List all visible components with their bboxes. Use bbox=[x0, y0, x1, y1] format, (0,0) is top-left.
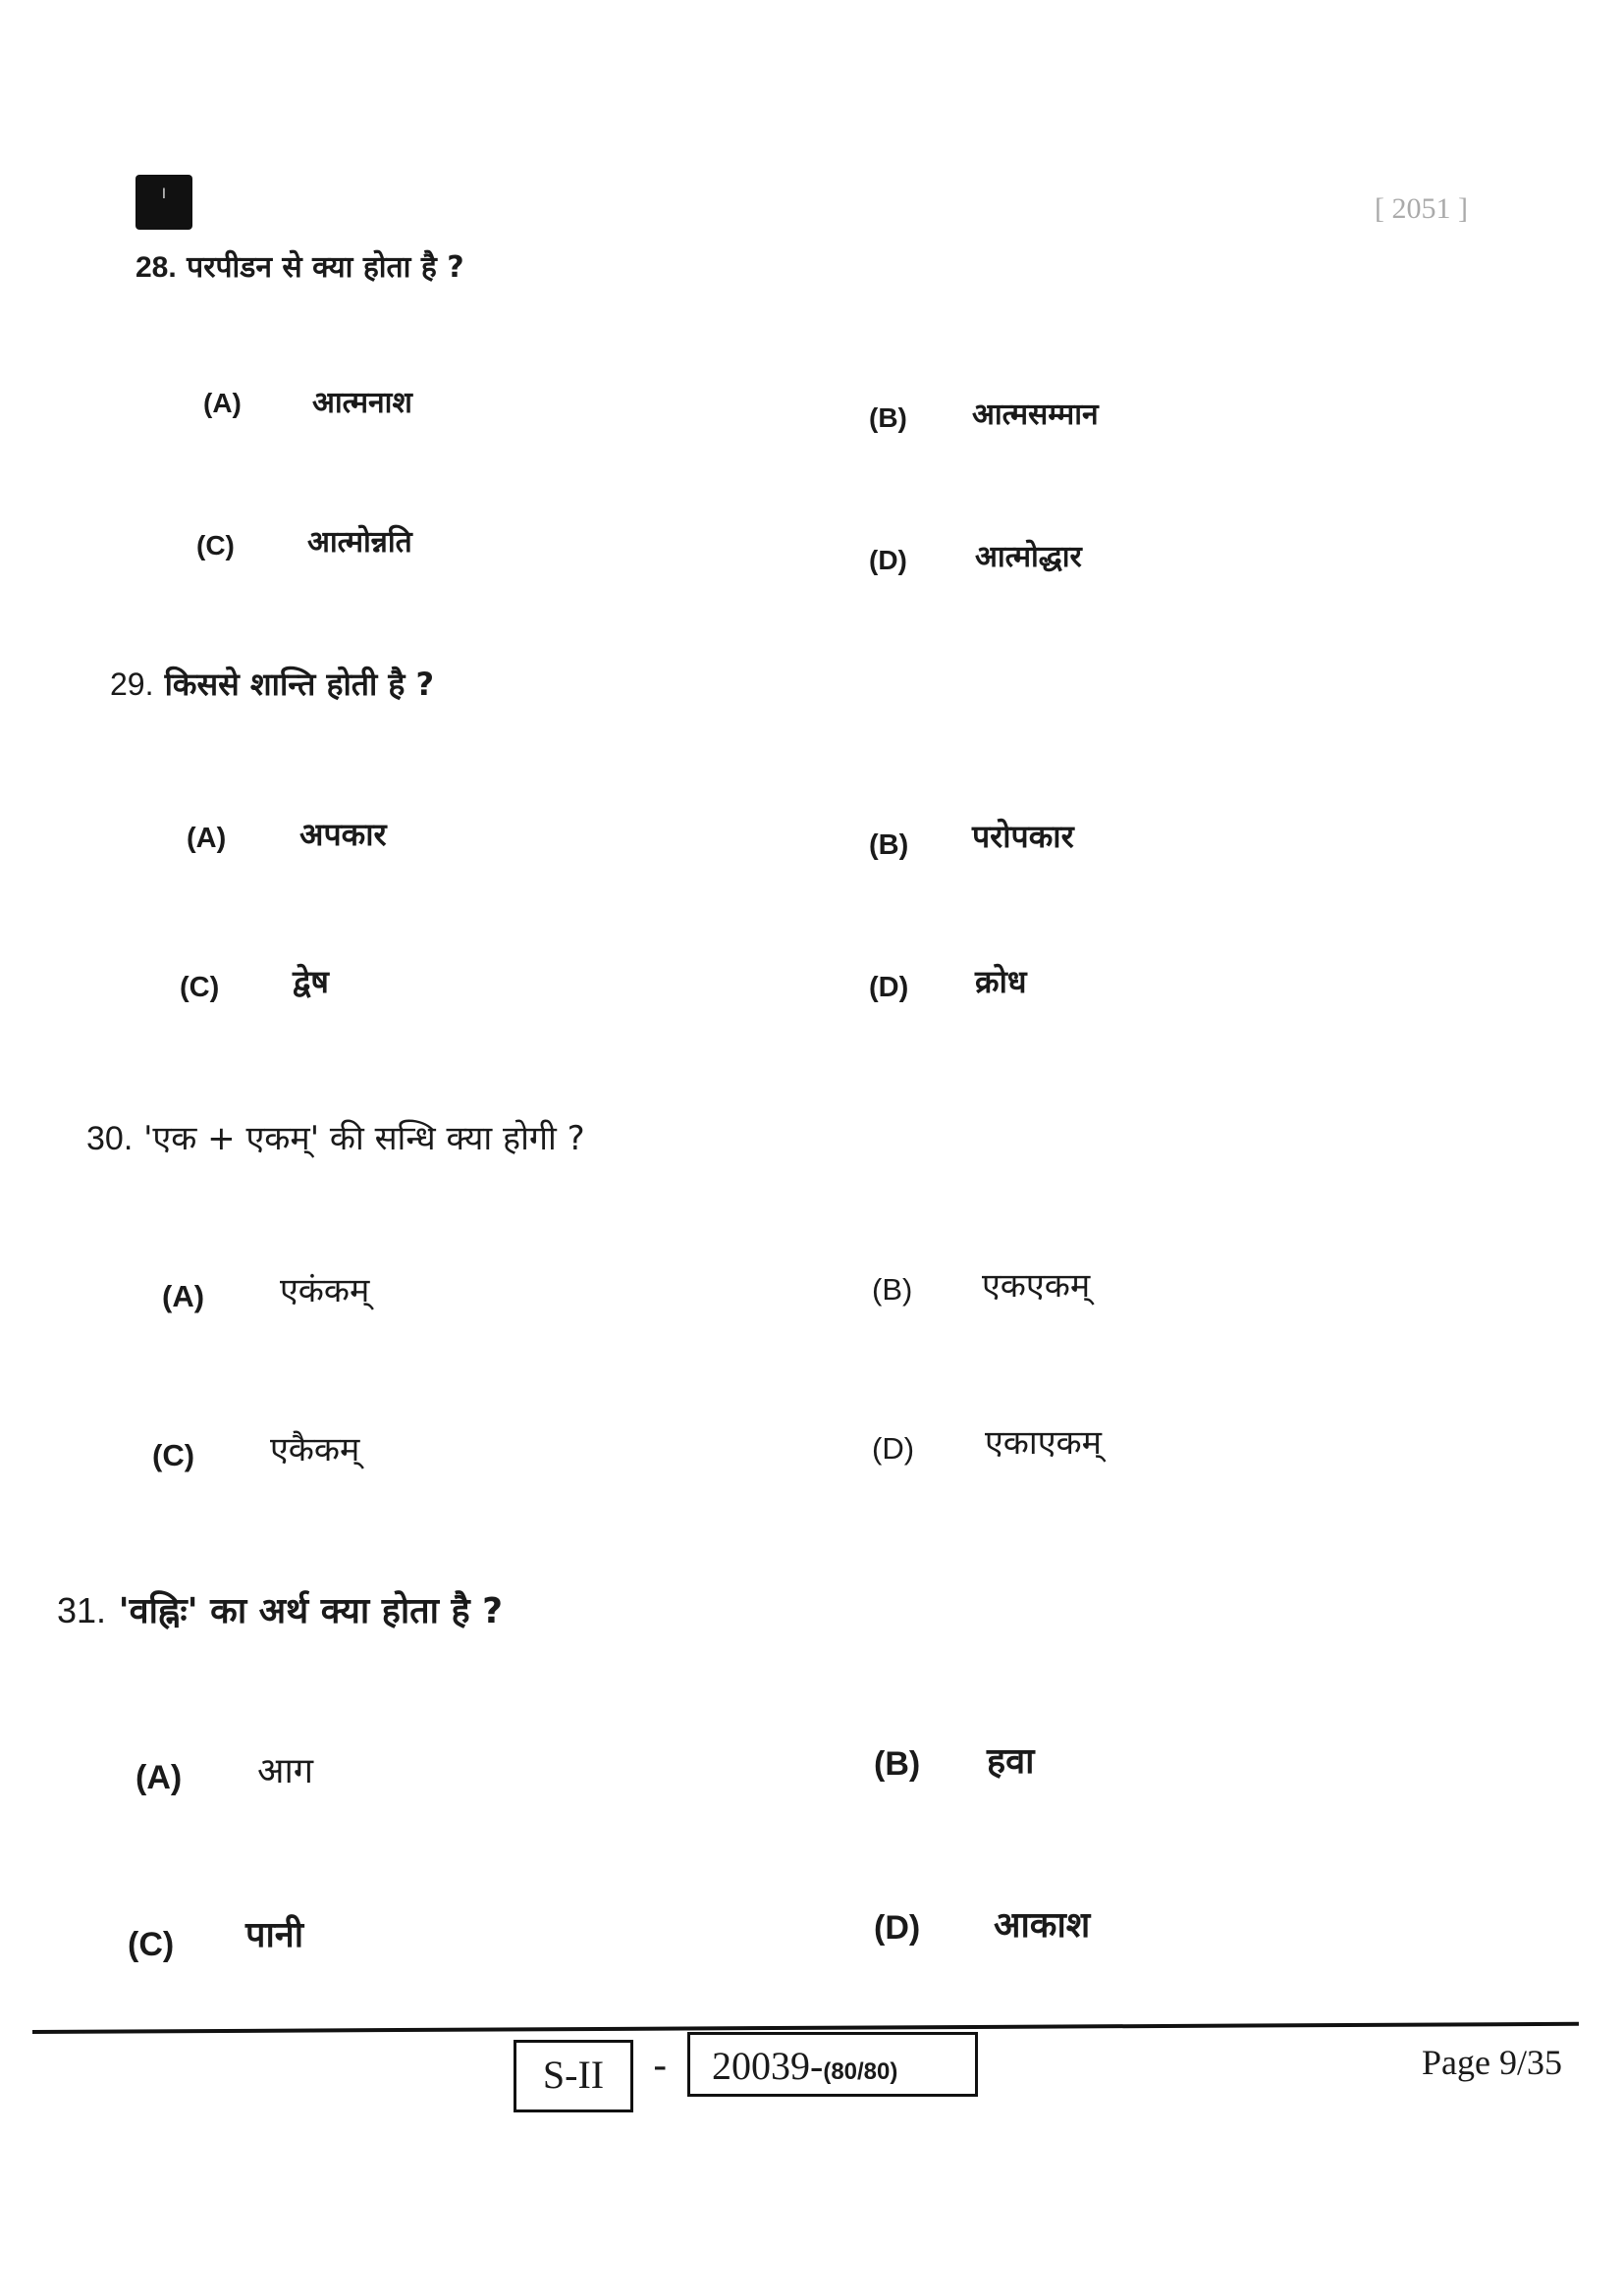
question-number: 29. bbox=[110, 667, 154, 702]
paper-code: 20039- bbox=[712, 2044, 824, 2088]
question-text: 'वह्निः' का अर्थ क्या होता है ? bbox=[118, 1591, 504, 1631]
option-text[interactable]: आकाश bbox=[994, 1905, 1091, 1946]
question-text: परपीडन से क्या होता है ? bbox=[187, 250, 464, 285]
paper-code-suffix: (80/80) bbox=[823, 2058, 898, 2085]
option-label: (D) bbox=[869, 545, 907, 575]
question-number: 30. bbox=[86, 1120, 134, 1157]
option-text[interactable]: एकंकम् bbox=[280, 1271, 370, 1310]
question-number: 31. bbox=[57, 1590, 107, 1630]
option-text[interactable]: आत्मोद्धार bbox=[975, 540, 1082, 574]
option-label: (A) bbox=[187, 823, 227, 854]
option-text[interactable]: एकएकम् bbox=[982, 1266, 1091, 1306]
option-label: (A) bbox=[135, 1759, 183, 1796]
option-label: (A) bbox=[203, 388, 242, 418]
page-tab-marker: I bbox=[135, 175, 192, 230]
option-label: (B) bbox=[869, 829, 909, 861]
footer-dash: - bbox=[653, 2044, 668, 2089]
question-28 bbox=[135, 245, 464, 286]
question-30 bbox=[86, 1114, 585, 1159]
option-text[interactable]: क्रोध bbox=[975, 963, 1027, 1000]
option-label: (B) bbox=[872, 1272, 913, 1307]
option-label: (C) bbox=[128, 1926, 175, 1963]
option-text[interactable]: आत्मोन्नति bbox=[307, 525, 412, 560]
option-label: (A) bbox=[162, 1279, 205, 1313]
option-label: (D) bbox=[872, 1431, 915, 1466]
page-number: Page 9/35 bbox=[1422, 2043, 1562, 2082]
option-label: (D) bbox=[874, 1909, 921, 1947]
option-text[interactable]: पानी bbox=[245, 1915, 304, 1955]
option-text[interactable]: आत्मनाश bbox=[312, 386, 412, 420]
option-text[interactable]: आग bbox=[257, 1751, 314, 1791]
option-label: (C) bbox=[196, 530, 235, 561]
paper-code-box bbox=[687, 2032, 978, 2097]
question-29 bbox=[110, 663, 434, 705]
option-label: (D) bbox=[869, 972, 909, 1003]
option-text[interactable]: एकाएकम् bbox=[985, 1423, 1102, 1463]
question-number: 28. bbox=[135, 251, 177, 284]
question-31 bbox=[57, 1585, 503, 1633]
page-code: [ 2051 ] bbox=[1375, 192, 1468, 225]
option-text[interactable]: परोपकार bbox=[972, 818, 1074, 855]
option-text[interactable]: आत्मसम्मान bbox=[972, 398, 1099, 432]
option-text[interactable]: हवा bbox=[987, 1741, 1035, 1782]
option-label: (B) bbox=[869, 402, 907, 433]
series-code: S-II bbox=[542, 2053, 605, 2097]
question-text: किससे शान्ति होती है ? bbox=[164, 666, 435, 703]
option-text[interactable]: द्वेष bbox=[293, 963, 329, 1000]
option-text[interactable]: अपकार bbox=[299, 816, 387, 853]
option-text[interactable]: एकैकम् bbox=[270, 1430, 360, 1469]
series-box bbox=[514, 2040, 633, 2112]
option-label: (C) bbox=[180, 972, 220, 1003]
option-label: (B) bbox=[874, 1745, 921, 1783]
option-label: (C) bbox=[152, 1438, 195, 1472]
question-text: 'एक + एकम्' की सन्धि क्या होगी ? bbox=[143, 1119, 585, 1158]
